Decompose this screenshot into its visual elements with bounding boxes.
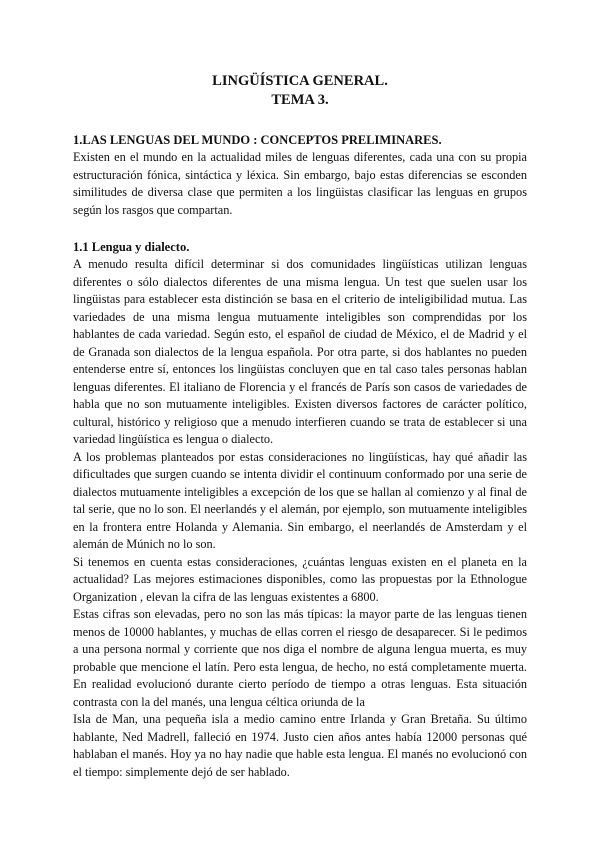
section-lengua-y-dialecto <box>73 239 527 781</box>
section-lenguas-del-mundo <box>73 132 527 219</box>
document-subtitle: TEMA 3. <box>271 92 329 108</box>
section-heading: 1.LAS LENGUAS DEL MUNDO : CONCEPTOS PRELIMINARES. <box>73 133 442 147</box>
document-title: LINGÜÍSTICA GENERAL. <box>212 73 388 89</box>
paragraph: Existen en el mundo en la actualidad miles de lenguas diferentes, cada una con su propia estructuración fónica, sintáctica y léxica. Sin embargo, bajo estas diferencias se esconden similitudes de diversa clase que permiten a los lingüistas clasificar las lenguas en grupos según los rasgos que compartan. <box>73 150 527 217</box>
section-heading: 1.1 Lengua y dialecto. <box>73 240 190 254</box>
paragraph: Isla de Man, una pequeña isla a medio camino entre Irlanda y Gran Bretaña. Su último hablante, Ned Madrell, falleció en 1974. Justo cien años antes había 12000 personas qué hablaban el manés. Hoy ya no hay nadie que hable esta lengua. El manés no evolucionó con el tiempo: simplemente dejó de ser hablado. <box>73 712 527 779</box>
paragraph: A los problemas planteados por estas consideraciones no lingüísticas, hay qué añadir las dificultades que surgen cuando se intenta dividir el continuum conformado por una serie de dialectos mutuamente inteligibles a excepción de los que se hallan al comienzo y al final de tal serie, que no lo son. El neerlandés y el alemán, por ejemplo, son mutuamente inteligibles en la frontera entre Holanda y Alemania. Sin embargo, el neerlandés de Amsterdam y el alemán de Múnich no lo son. <box>73 449 527 551</box>
document-page <box>73 72 527 781</box>
title-block <box>73 72 527 110</box>
paragraph: Estas cifras son elevadas, pero no son las más típicas: la mayor parte de las lenguas tienen menos de 10000 hablantes, y muchas de ellas corren el riesgo de desaparecer. Si le pedimos a una persona normal y corriente que nos diga el nombre de alguna lengua muerta, es muy probable que mencione el latín. Pero esta lengua, de hecho, no está completamente muerta. En realidad evolucionó durante cierto período de tiempo a otras lenguas. Esta situación contrasta con la del manés, una lengua céltica oriunda de la <box>73 607 527 709</box>
paragraph: Si tenemos en cuenta estas consideraciones, ¿cuántas lenguas existen en el planeta en la actualidad? Las mejores estimaciones disponibles, como las propuestas por la Ethnologue Organization , elevan la cifra de las lenguas existentes a 6800. <box>73 554 527 604</box>
paragraph: A menudo resulta difícil determinar si dos comunidades lingüísticas utilizan lenguas diferentes o sólo dialectos diferentes de una misma lengua. Un test que suelen usar los lingüistas para establecer esta distinción se basa en el criterio de inteligibilidad mutua. Las variedades de una misma lengua mutuamente inteligibles son comprendidas por los hablantes de cada variedad. Según esto, el español de ciudad de México, el de Madrid y el de Granada son dialectos de la lengua española. Por otra parte, si dos hablantes no pueden entenderse entre sí, entonces los lingüistas concluyen que en tal caso tales personas hablan lenguas diferentes. El italiano de Florencia y el francés de París son casos de variedades de habla que no son mutuamente inteligibles. Existen diversos factores de carácter político, cultural, histórico y religioso que a menudo interfieren cuando se trata de establecer si una variedad lingüística es lengua o dialecto. <box>73 257 527 446</box>
